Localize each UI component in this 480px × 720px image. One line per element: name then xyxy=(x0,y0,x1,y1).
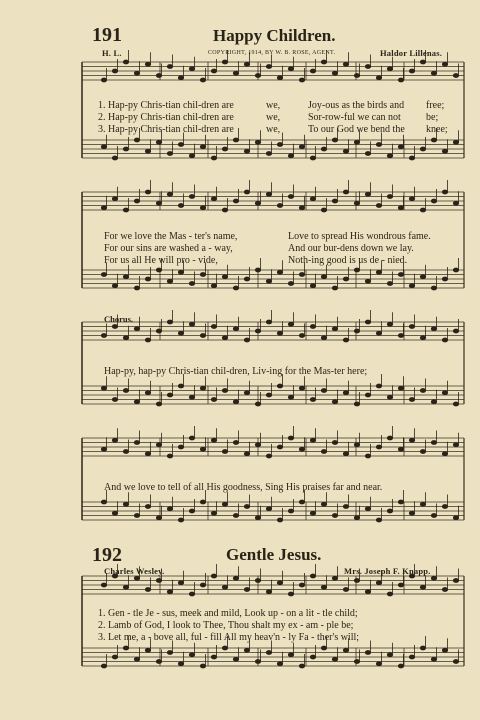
chorus-line1: Hap-py, hap-py Chris-tian chil-dren, Liv-ing for the Mas-ter here; xyxy=(104,366,368,377)
hymn-author-192: Charles Wesley. xyxy=(104,566,165,576)
hymn-title-191: Happy Children. xyxy=(213,26,336,45)
hymn-composer-192: Mrs. Joseph F. Knapp. xyxy=(344,566,431,576)
chorus-line2: And we love to tell of all His goodness, Sing His praises far and near. xyxy=(104,482,383,493)
hymn-title-192: Gentle Jesus. xyxy=(226,545,322,564)
lyric-192-verse3: 3. Let me, a - bove all, ful - fill All my heav'n - ly Fa - ther's will; xyxy=(98,632,360,643)
chorus-label: Chorus. xyxy=(104,314,134,324)
hymn-copyright-191: COPYRIGHT, 1914, BY W. B. ROSE, AGENT. xyxy=(208,50,336,56)
lyric-system1-verse3: 3. Hap-py Chris-tian chil-dren are we, To our God we bend the knee; xyxy=(98,124,448,135)
lyric-system1-verse1: 1. Hap-py Chris-tian chil-dren are we, Joy-ous as the birds and free; xyxy=(98,100,445,111)
hymn-author-191: H. L. xyxy=(102,48,122,58)
lyric-system2-verse1: For we love the Mas - ter's name, Love to spread His wondrous fame. xyxy=(104,231,431,242)
lyric-system2-verse3: For us all He will pro - vide, Noth-ing good is us de - nied. xyxy=(104,255,408,266)
lyric-system2-verse2: For our sins are washed a - way, And our bur-dens down we lay. xyxy=(104,243,414,254)
hymn-number-191: 191 xyxy=(92,24,122,46)
lyric-192-verse1: 1. Gen - tle Je - sus, meek and mild, Look up - on a lit - tle child; xyxy=(98,608,358,619)
hymn-composer-191: Haldor Lillenas. xyxy=(380,48,443,58)
hymn-number-192: 192 xyxy=(92,544,122,566)
lyric-192-verse2: 2. Lamb of God, I look to Thee, Thou shalt my ex - am - ple be; xyxy=(98,620,354,631)
lyric-system1-verse2: 2. Hap-py Chris-tian chil-dren are we, Sor-row-ful we can not be; xyxy=(98,112,439,123)
